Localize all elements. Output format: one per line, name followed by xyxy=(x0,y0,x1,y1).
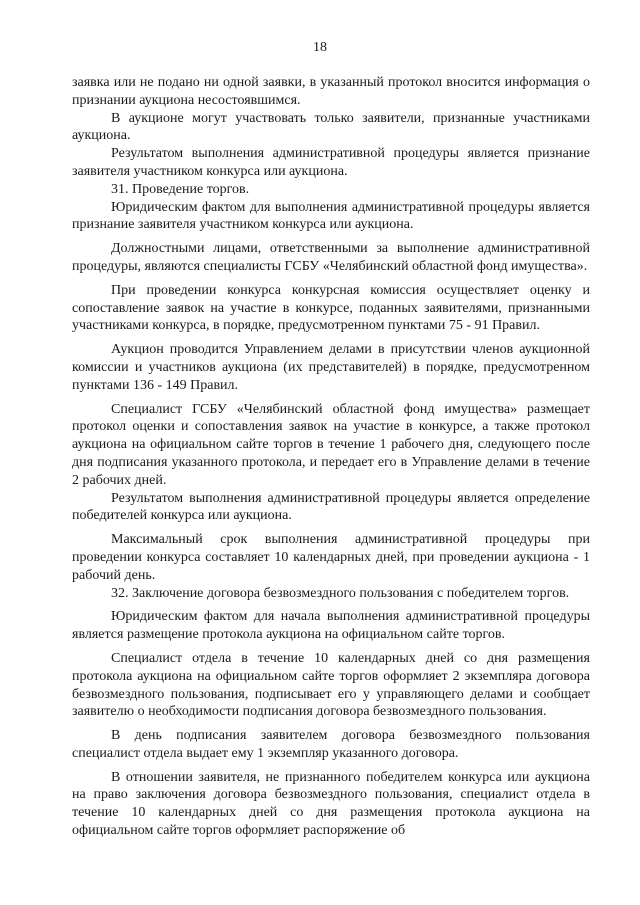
paragraph: В отношении заявителя, не признанного победителем конкурса или аукциона на право заключения договора безвозмездного пользования, специалист отдела в течение 10 календарных дней со дня размещения протокола аукциона на официальном сайте торгов оформляет распоряжение об xyxy=(72,769,590,839)
paragraph: Максимальный срок выполнения административной процедуры при проведении конкурса составляет 10 календарных дней, при проведении аукциона - 1 рабочий день. xyxy=(72,532,590,583)
paragraph: Специалист ГСБУ «Челябинский областной фонд имущества» размещает протокол оценки и сопоставления заявок на участие в конкурсе, а также протокол аукциона на официальном сайте торгов в течение 1 рабочего дня, следующего после дня подписания указанного протокола, и передает его в Управление делами в течение 2 рабочих дней. xyxy=(72,401,590,488)
paragraph: Аукцион проводится Управлением делами в присутствии членов аукционной комиссии и участников аукциона (их представителей) в порядке, предусмотренном пунктами 136 - 149 Правил. xyxy=(72,342,590,393)
paragraph: Должностными лицами, ответственными за выполнение административной процедуры, являются специалисты ГСБУ «Челябинский областной фонд имущества». xyxy=(72,241,590,274)
section-heading: 32. Заключение договора безвозмездного пользования с победителем торгов. xyxy=(111,585,570,601)
paragraph: В аукционе могут участвовать только заявители, признанные участниками аукциона. xyxy=(72,110,590,144)
paragraph: В день подписания заявителем договора безвозмездного пользования специалист отдела выдает ему 1 экземпляр указанного договора. xyxy=(72,728,590,761)
paragraph: Результатом выполнения административной процедуры является признание заявителя участником конкурса или аукциона. xyxy=(72,146,590,179)
paragraph: При проведении конкурса конкурсная комиссия осуществляет оценку и сопоставление заявок на участие в конкурсе, поданных заявителями, признанными участниками конкурса, в порядке, предусмотренном пунктами 75 - 91 Правил. xyxy=(72,282,590,334)
section-heading: 31. Проведение торгов. xyxy=(111,181,250,197)
paragraph: Юридическим фактом для начала выполнения административной процедуры является размещение протокола аукциона на официальном сайте торгов. xyxy=(72,609,590,643)
page-number: 18 xyxy=(313,40,327,55)
paragraph: Юридическим фактом для выполнения административной процедуры является признание заявителя участником конкурса или аукциона. xyxy=(72,199,590,233)
paragraph: Результатом выполнения административной процедуры является определение победителей конкурса или аукциона. xyxy=(72,490,590,524)
document-body xyxy=(72,74,590,840)
paragraph: Специалист отдела в течение 10 календарных дней со дня размещения протокола аукциона на официальном сайте торгов оформляет 2 экземпляра договора безвозмездного пользования, подписывает его у управляющего делами и сообщает заявителю о необходимости подписания договора безвозмездного пользования. xyxy=(72,650,590,720)
paragraph: заявка или не подано ни одной заявки, в указанный протокол вносится информация о признании аукциона несостоявшимся. xyxy=(72,75,590,108)
